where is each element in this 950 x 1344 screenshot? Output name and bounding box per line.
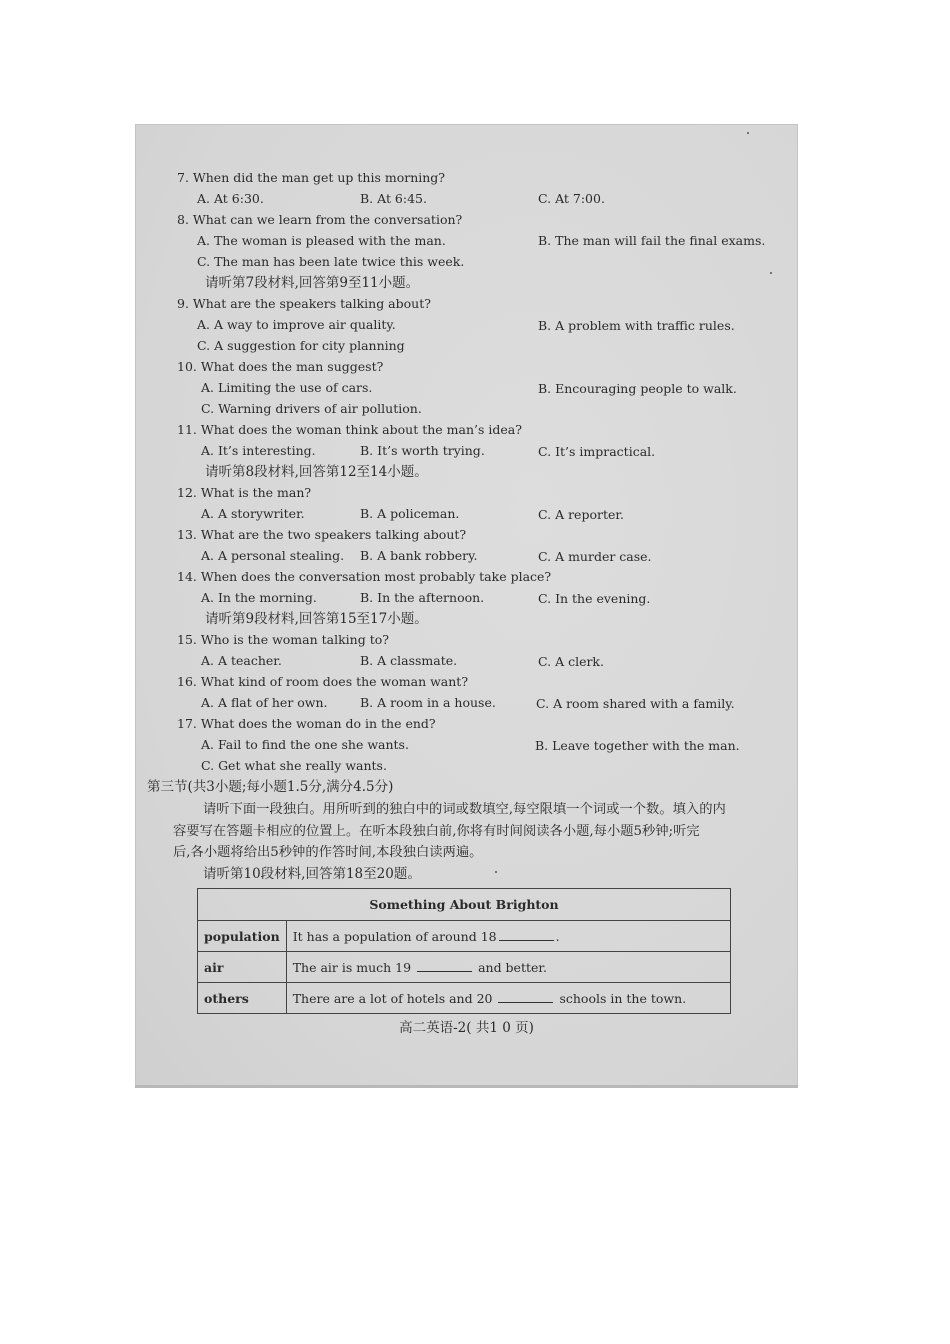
row-content — [286, 952, 730, 983]
row-text-after: . — [555, 928, 560, 944]
question-9-option-a: A. A way to improve air quality. — [197, 317, 396, 332]
question-14-option-a: A. In the morning. — [201, 590, 317, 605]
question-17-option-a: A. Fail to find the one she wants. — [201, 737, 409, 752]
question-11-stem: 11. What does the woman think about the man’s idea? — [177, 422, 522, 437]
row-content — [286, 921, 730, 952]
question-15-stem: 15. Who is the woman talking to? — [177, 632, 389, 647]
answer-blank-18 — [499, 939, 554, 941]
instruction-passage-10: 请听第10段材料,回答第18至20题。 — [203, 866, 421, 882]
question-12-option-b: B. A policeman. — [360, 506, 460, 521]
question-8-option-b: B. The man will fail the final exams. — [538, 233, 766, 248]
scan-speck — [770, 272, 772, 274]
row-text-before: There are a lot of hotels and 20 — [292, 990, 493, 1006]
question-15-option-c: C. A clerk. — [538, 654, 604, 669]
question-14-option-c: C. In the evening. — [538, 591, 651, 606]
row-text-before: The air is much 19 — [292, 959, 412, 975]
row-text-after: schools in the town. — [559, 990, 687, 1006]
row-text-before: It has a population of around 18 — [292, 928, 497, 944]
question-8-option-c: C. The man has been late twice this week. — [197, 254, 465, 269]
answer-blank-20 — [498, 1001, 553, 1003]
question-15-option-a: A. A teacher. — [201, 653, 282, 668]
question-15-option-b: B. A classmate. — [360, 653, 458, 668]
question-17-option-b: B. Leave together with the man. — [535, 738, 740, 753]
instruction-passage-8: 请听第8段材料,回答第12至14小题。 — [205, 464, 428, 480]
section-3-heading: 第三节(共3小题;每小题1.5分,满分4.5分) — [147, 779, 394, 795]
question-7-option-c: C. At 7:00. — [538, 191, 605, 206]
question-9-stem: 9. What are the speakers talking about? — [177, 296, 431, 311]
table-row — [198, 921, 731, 952]
question-14-stem: 14. When does the conversation most probably take place? — [177, 569, 552, 584]
section-3-paragraph-line-2: 容要写在答题卡相应的位置上。在听本段独白前,你将有时间阅读各小题,每小题5秒钟;听完 — [173, 824, 700, 839]
row-key: others — [198, 983, 287, 1014]
question-7-stem: 7. When did the man get up this morning? — [177, 170, 446, 185]
section-3-paragraph-line-1: 请听下面一段独白。用所听到的独白中的词或数填空,每空限填一个词或一个数。填入的内 — [203, 802, 726, 817]
question-16-option-a: A. A flat of her own. — [201, 695, 328, 710]
question-12-option-c: C. A reporter. — [538, 507, 624, 522]
question-8-option-a: A. The woman is pleased with the man. — [197, 233, 446, 248]
question-16-stem: 16. What kind of room does the woman want? — [177, 674, 469, 689]
question-8-stem: 8. What can we learn from the conversation? — [177, 212, 463, 227]
question-7-option-a: A. At 6:30. — [197, 191, 264, 206]
question-13-option-c: C. A murder case. — [538, 549, 652, 564]
row-content — [286, 983, 730, 1014]
question-17-stem: 17. What does the woman do in the end? — [177, 716, 436, 731]
question-12-stem: 12. What is the man? — [177, 485, 312, 500]
table-row — [198, 983, 731, 1014]
table-row — [198, 952, 731, 983]
instruction-passage-7: 请听第7段材料,回答第9至11小题。 — [205, 275, 420, 291]
question-11-option-b: B. It’s worth trying. — [360, 443, 485, 458]
instruction-passage-9: 请听第9段材料,回答第15至17小题。 — [205, 611, 428, 627]
scan-speck — [495, 871, 497, 873]
question-10-option-c: C. Warning drivers of air pollution. — [201, 401, 422, 416]
page-footer: 高二英语-2( 共1 0 页) — [399, 1020, 534, 1036]
question-13-stem: 13. What are the two speakers talking about? — [177, 527, 467, 542]
question-12-option-a: A. A storywriter. — [201, 506, 305, 521]
question-16-option-b: B. A room in a house. — [360, 695, 496, 710]
question-14-option-b: B. In the afternoon. — [360, 590, 485, 605]
row-key: air — [198, 952, 287, 983]
question-9-option-b: B. A problem with traffic rules. — [538, 318, 735, 333]
question-17-option-c: C. Get what she really wants. — [201, 758, 387, 773]
answer-blank-19 — [417, 970, 472, 972]
question-11-option-c: C. It’s impractical. — [538, 444, 656, 459]
question-13-option-a: A. A personal stealing. — [201, 548, 345, 563]
row-key: population — [198, 921, 287, 952]
section-3-paragraph-line-3: 后,各小题将给出5秒钟的作答时间,本段独白读两遍。 — [173, 845, 483, 860]
row-text-after: and better. — [478, 959, 547, 975]
question-7-option-b: B. At 6:45. — [360, 191, 427, 206]
question-9-option-c: C. A suggestion for city planning — [197, 338, 405, 353]
question-10-option-b: B. Encouraging people to walk. — [538, 381, 737, 396]
question-13-option-b: B. A bank robbery. — [360, 548, 478, 563]
scan-bottom-edge — [135, 1085, 798, 1088]
question-11-option-a: A. It’s interesting. — [201, 443, 316, 458]
question-16-option-c: C. A room shared with a family. — [536, 696, 735, 711]
scan-speck — [747, 132, 749, 134]
question-10-option-a: A. Limiting the use of cars. — [201, 380, 373, 395]
table-title: Something About Brighton — [198, 889, 731, 921]
brighton-fill-in-table — [197, 888, 731, 1014]
scanned-exam-page — [135, 124, 798, 1088]
question-10-stem: 10. What does the man suggest? — [177, 359, 384, 374]
